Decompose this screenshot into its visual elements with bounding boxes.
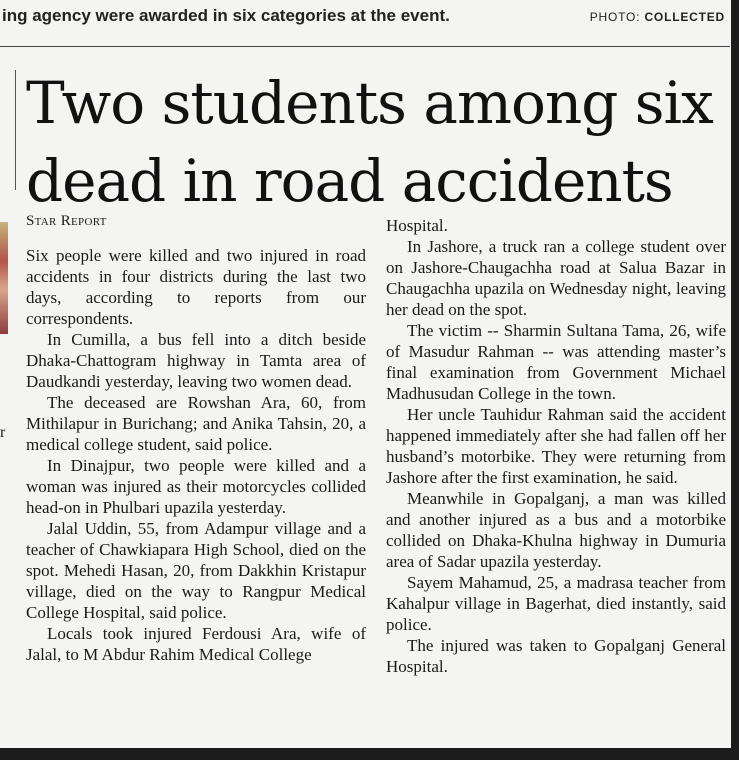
paragraph: The victim -- Sharmin Sultana Tama, 26, wife of Masudur Rahman -- was attending master’s final examination from Government Michael Madhusudan College in the town. xyxy=(386,321,726,403)
adjacent-article-fragment: r xyxy=(0,424,6,441)
photo-credit-source: COLLECTED xyxy=(644,10,725,24)
caption-text: ing agency were awarded in six categories at the event. xyxy=(2,6,450,25)
page-edge-right xyxy=(731,0,739,760)
photo-caption xyxy=(0,4,739,30)
paragraph: Sayem Mahamud, 25, a madrasa teacher from Kahalpur village in Bagerhat, died instantly, said police. xyxy=(386,573,726,634)
paragraph: Meanwhile in Gopalganj, a man was killed and another injured as a bus and a motorbike collided on Dhaka-Khulna highway in Dumuria area of Sadar upazila yesterday. xyxy=(386,489,726,571)
photo-credit-label: PHOTO: xyxy=(589,10,641,24)
page-edge-bottom xyxy=(0,748,739,760)
paragraph: The injured was taken to Gopalganj General Hospital. xyxy=(386,636,726,676)
byline: Star Report xyxy=(26,213,107,229)
paragraph: The deceased are Rowshan Ara, 60, from Mithilapur in Burichang; and Anika Tahsin, 20, a medical college student, said police. xyxy=(26,393,366,454)
article-column-2 xyxy=(386,215,726,677)
paragraph: Jalal Uddin, 55, from Adampur village and a teacher of Chawkiapara High School, died on the spot. Mehedi Hasan, 20, from Dakkhin Kristapur village, died on the way to Rangpur Medical College Hospital, said police. xyxy=(26,519,366,622)
paragraph: In Cumilla, a bus fell into a ditch beside Dhaka-Chattogram highway in Tamta area of Daudkandi yesterday, leaving two women dead. xyxy=(26,330,366,391)
adjacent-photo-fragment xyxy=(0,222,8,334)
paragraph: In Jashore, a truck ran a college student over on Jashore-Chaugachha road at Salua Bazar in Chaugachha upazila on Wednesday night, leaving her dead on the spot. xyxy=(386,237,726,319)
paragraph: Six people were killed and two injured in road accidents in four districts during the last two days, according to reports from our correspondents. xyxy=(26,246,366,328)
paragraph: In Dinajpur, two people were killed and a woman was injured as their motorcycles collided head-on in Phulbari upazila yesterday. xyxy=(26,456,366,517)
headline: Two students among six dead in road accidents xyxy=(26,69,713,215)
paragraph: Locals took injured Ferdousi Ara, wife of Jalal, to M Abdur Rahim Medical College xyxy=(26,624,366,664)
article-column-1 xyxy=(26,245,366,665)
photo-credit xyxy=(590,10,725,24)
column-divider xyxy=(15,70,16,190)
paragraph: Hospital. xyxy=(386,216,448,235)
top-divider xyxy=(0,46,730,47)
paragraph: Her uncle Tauhidur Rahman said the accident happened immediately after she had fallen off her husband’s motorbike. They were returning from Jashore after the first examination, he said. xyxy=(386,405,726,487)
